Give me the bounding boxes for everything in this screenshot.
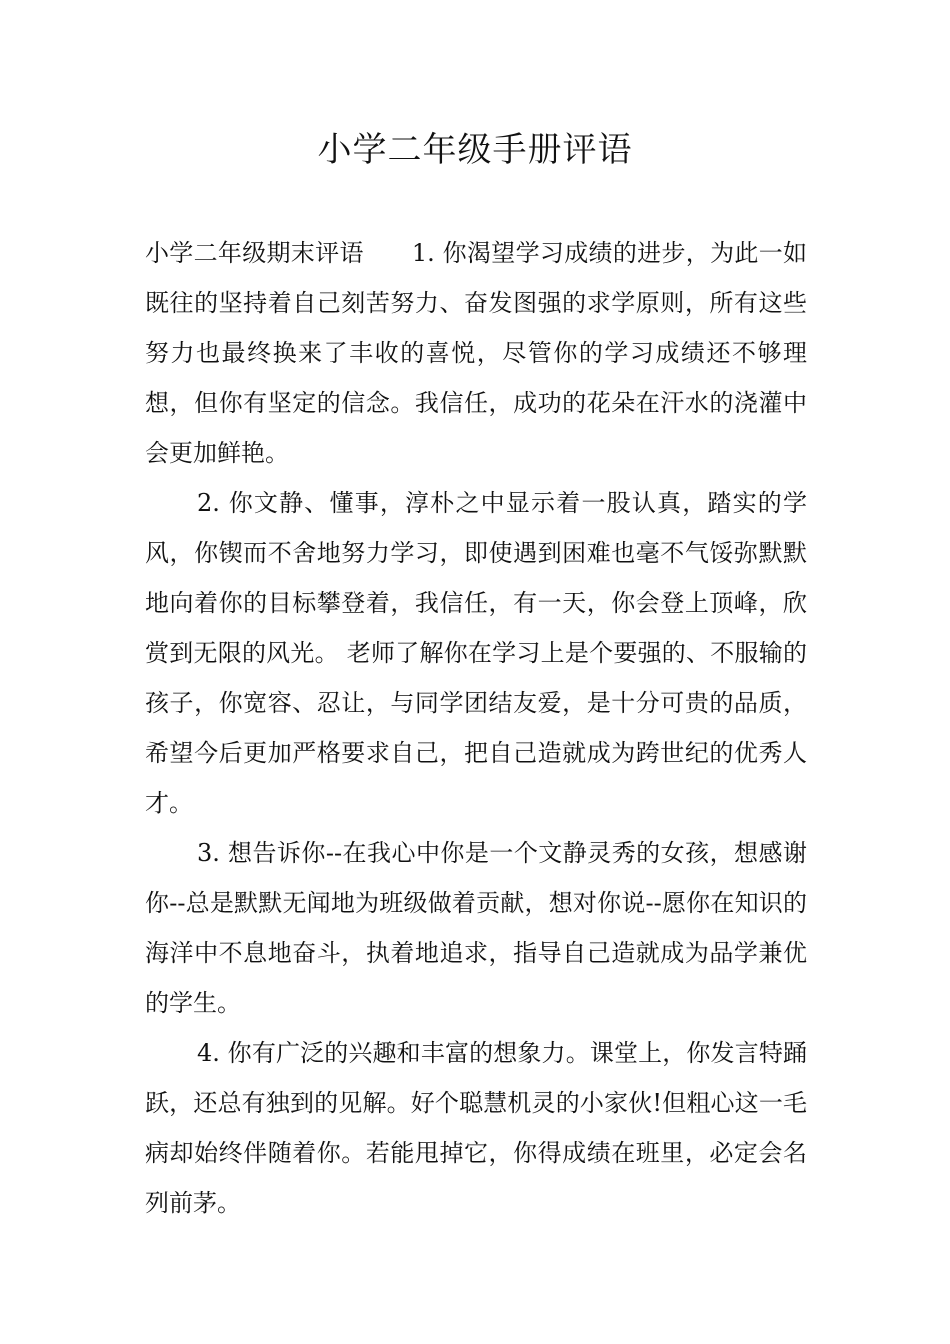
document-title: 小学二年级手册评语 xyxy=(317,130,633,170)
intro-label: 小学二年级期末评语 xyxy=(145,239,364,267)
paragraph-1 xyxy=(145,228,807,478)
paragraph-4: 4. 你有广泛的兴趣和丰富的想象力。课堂上，你发言特踊跃，还总有独到的见解。好个聪慧机灵的小家伙!但粗心这一毛病却始终伴随着你。若能甩掉它，你得成绩在班里，必定会名列前茅。 xyxy=(145,1039,807,1217)
paragraph-3: 3. 想告诉你--在我心中你是一个文静灵秀的女孩，想感谢你--总是默默无闻地为班级做着贡献，想对你说--愿你在知识的海洋中不息地奋斗，执着地追求，指导自己造就成为品学兼优的学生。 xyxy=(145,839,807,1017)
paragraph-2: 2. 你文静、懂事，淳朴之中显示着一股认真，踏实的学风，你锲而不舍地努力学习，即使遇到困难也毫不气馁弥默默地向着你的目标攀登着，我信任，有一天，你会登上顶峰，欣赏到无限的风光。 老师了解你在学习上是个要强的、不服输的孩子，你宽容、忍让，与同学团结友爱，是十分可贵的品质，希望今后更加严格要求自己，把自己造就成为跨世纪的优秀人才。 xyxy=(145,489,807,817)
paragraph-1-text: 1. 你渴望学习成绩的进步，为此一如既往的坚持着自己刻苦努力、奋发图强的求学原则，所有这些努力也最终换来了丰收的喜悦，尽管你的学习成绩还不够理想，但你有坚定的信念。我信任，成功的花朵在汗水的浇灌中会更加鲜艳。 xyxy=(145,239,808,467)
document-body xyxy=(145,228,807,1228)
